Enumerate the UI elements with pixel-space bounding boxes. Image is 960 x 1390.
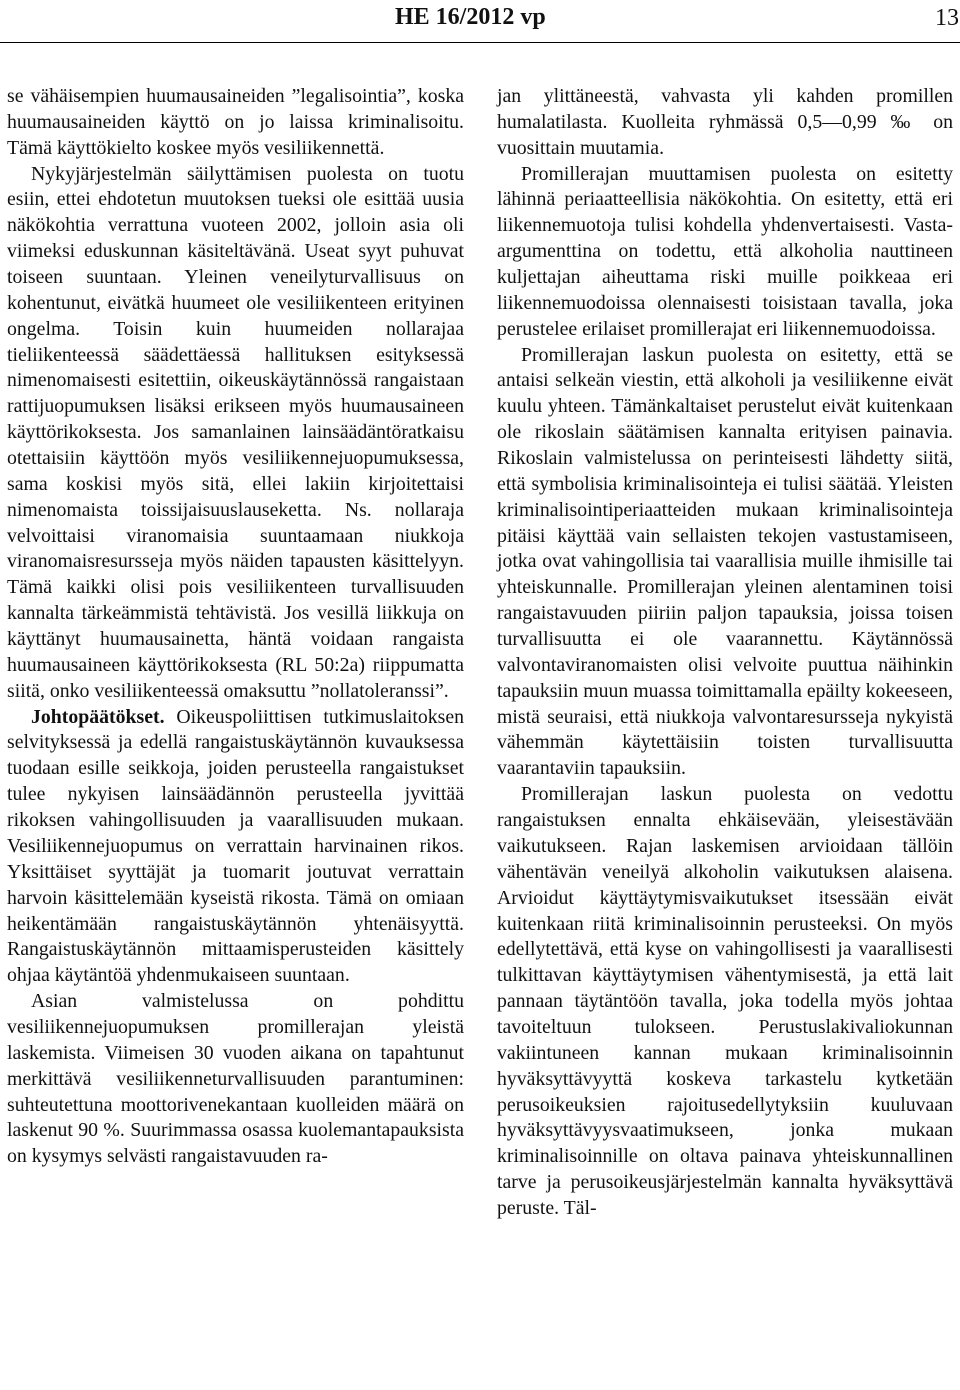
header-rule (0, 42, 960, 43)
right-column (497, 84, 953, 1222)
paragraph: Asian valmistelussa on pohdittu vesiliikennejuopumuksen promillerajan yleistä laskemista. Viimeisen 30 vuoden aikana on tapahtunut merkittävä vesiliikenneturvallisuuden parantuminen: suhteutettuna moottorivenekantaan kuolleiden määrä on laskenut 90 %. Suurimmassa osassa kuolemantapauksista on kysymys selvästi rangaistavuuden ra- (7, 990, 464, 1168)
paragraph: jan ylittäneestä, vahvasta yli kahden promillen humalatilasta. Kuolleita ryhmässä 0,5—0,99 ‰ on vuosittain muutamia. (497, 85, 953, 159)
paragraph: Promillerajan laskun puolesta on vedottu rangaistuksen ennalta ehkäisevään, yleisestävään vaikutukseen. Rajan laskemisen arvioidaan tällöin vähentävän veneilyä alkoholin vaikutuksen alaisena. Arvioidut käyttäytymisvaikutukset itsessään eivät kuitenkaan riitä kriminalisoinnin perusteeksi. On myös edellytettävä, että kyse on vahingollisesti ja vaarallisesti tulkittavan käyttäytymisen vähentymisestä, ja että lait pannaan täytäntöön tavalla, joka todella myös johtaa tavoiteltuun tulokseen. Perustuslakivaliokunnan vakiintuneen kannan mukaan kriminalisoinnin hyväksyttävyyttä koskeva tarkastelu kytketään perusoikeuksien rajoitusedellytyksiin kuuluvaan hyväksyttävyysvaatimukseen, jonka mukaan kriminalisoinnille on oltava painava yhteiskunnallinen tarve ja perusoikeusjärjestelmän kannalta hyväksyttävä peruste. Täl- (497, 783, 953, 1219)
paragraph-body: Oikeuspoliittisen tutkimuslaitoksen selvityksessä ja edellä rangaistuskäytännön kuvauksessa tuodaan esille seikkoja, joiden perusteella rangaistukset tulee nykyisen lainsäädännön perusteella jyvittää rikoksen vahingollisuuden ja vaarallisuuden mukaan. Vesiliikennejuopumus on verrattain harvinainen rikos. Yksittäiset syyttäjät ja tuomarit joutuvat verrattain harvoin käsittelemään kyseistä rikosta. Tämä on omiaan heikentämään rangaistuskäytännön yhtenäisyyttä. Rangaistuskäytännön mittaamisperusteiden käsittely ohjaa käytäntöä yhdenmukaiseen suuntaan. (7, 705, 464, 987)
paragraph: se vähäisempien huumausaineiden ”legalisointia”, koska huumausaineiden käyttö on jo laissa kriminalisoitu. Tämä käyttökielto koskee myös vesiliikennettä. (7, 85, 464, 159)
document-id: HE 16/2012 vp (395, 4, 546, 30)
paragraph: Promillerajan muuttamisen puolesta on esitetty lähinnä periaatteellisia näkökohtia. On esitetty, että eri liikennemuotoja tulisi kohdella yhdenvertaisesti. Vasta-argumenttina on todettu, että alkoholia nauttineen kuljettajan aiheuttama riski muille poikkeaa eri liikennemuodoissa olennaisesti toisistaan tavalla, joka perustelee erilaiset promillerajat eri liikennemuodoissa. (497, 162, 953, 340)
page-header (0, 0, 960, 40)
page-number: 13 (935, 5, 959, 31)
paragraph-heading: Johtopäätökset. (31, 705, 165, 728)
paragraph-conclusions (7, 705, 464, 989)
paragraph: Nykyjärjestelmän säilyttämisen puolesta on tuotu esiin, ettei ehdotetun muutoksen tueksi ole esittää uusia näkökohtia verrattuna vuoteen 2002, jolloin asia oli viimeksi eduskunnan käsiteltävänä. Useat syyt puhuvat toiseen suuntaan. Yleinen veneilyturvallisuus on kohentunut, eivätkä huumeet ole vesiliikenteen erityinen ongelma. Toisin kuin huumeiden nollarajaa tieliikenteessä säädettäessä hallituksen esityksessä nimenomaisesti esitettiin, oikeuskäytännössä rangaistaan rattijuopumuksen lisäksi erikseen myös huumausaineen käyttörikoksesta. Jos samanlainen lainsäädäntöratkaisu otettaisiin käyttöön myös vesiliikennejuopumuksessa, sama koskisi myös sitä, ellei lakiin kirjoitettaisi nimenomaista toissijaisuuslauseketta. Ns. nollaraja velvoittaisi viranomaisia suuntaamaan niukkoja viranomaisresursseja myös näiden tapausten käsittelyyn. Tämä kaikki olisi pois vesiliikenteen turvallisuuden kannalta tärkeämmistä tehtävistä. Jos vesillä liikkuja on käyttänyt huumausainetta, häntä voidaan rangaista huumausaineen käyttörikoksesta (RL 50:2a) riippumatta siitä, onko vesiliikenteessä omaksuttu ”nollatoleranssi”. (7, 162, 464, 702)
paragraph: Promillerajan laskun puolesta on esitetty, että se antaisi selkeän viestin, että alkoholi ja vesiliikenne eivät kuulu yhteen. Tämänkaltaiset perustelut eivät kuitenkaan ole rikoslain säätämisen kannalta erityisen painavia. Rikoslain valmistelussa on perinteisesti lähdetty siitä, että symbolisia kriminalisointeja ei tulisi säätää. Yleisten kriminalisointiperiaatteiden mukaan kriminalisointeja pitäisi käyttää vain sellaisten tekojen vastustamiseen, jotka ovat vahingollisia tai vaarallisia muille ihmisille tai yhteiskunnalle. Promillerajan yleinen alentaminen toisi rangaistavuuden piiriin paljon tapauksia, joissa toisen turvallisuutta ei ole vaarannettu. Käytännössä valvontaviranomaisten olisi velvoite puuttua näihinkin tapauksiin muun muassa toimittamalla epäilty kokeeseen, mistä seuraisi, että niukkoja valvontaresursseja nykyistä vähemmän käytettäisiin toisten turvallisuutta vaarantaviin tapauksiin. (497, 343, 953, 780)
left-column (7, 84, 464, 1170)
